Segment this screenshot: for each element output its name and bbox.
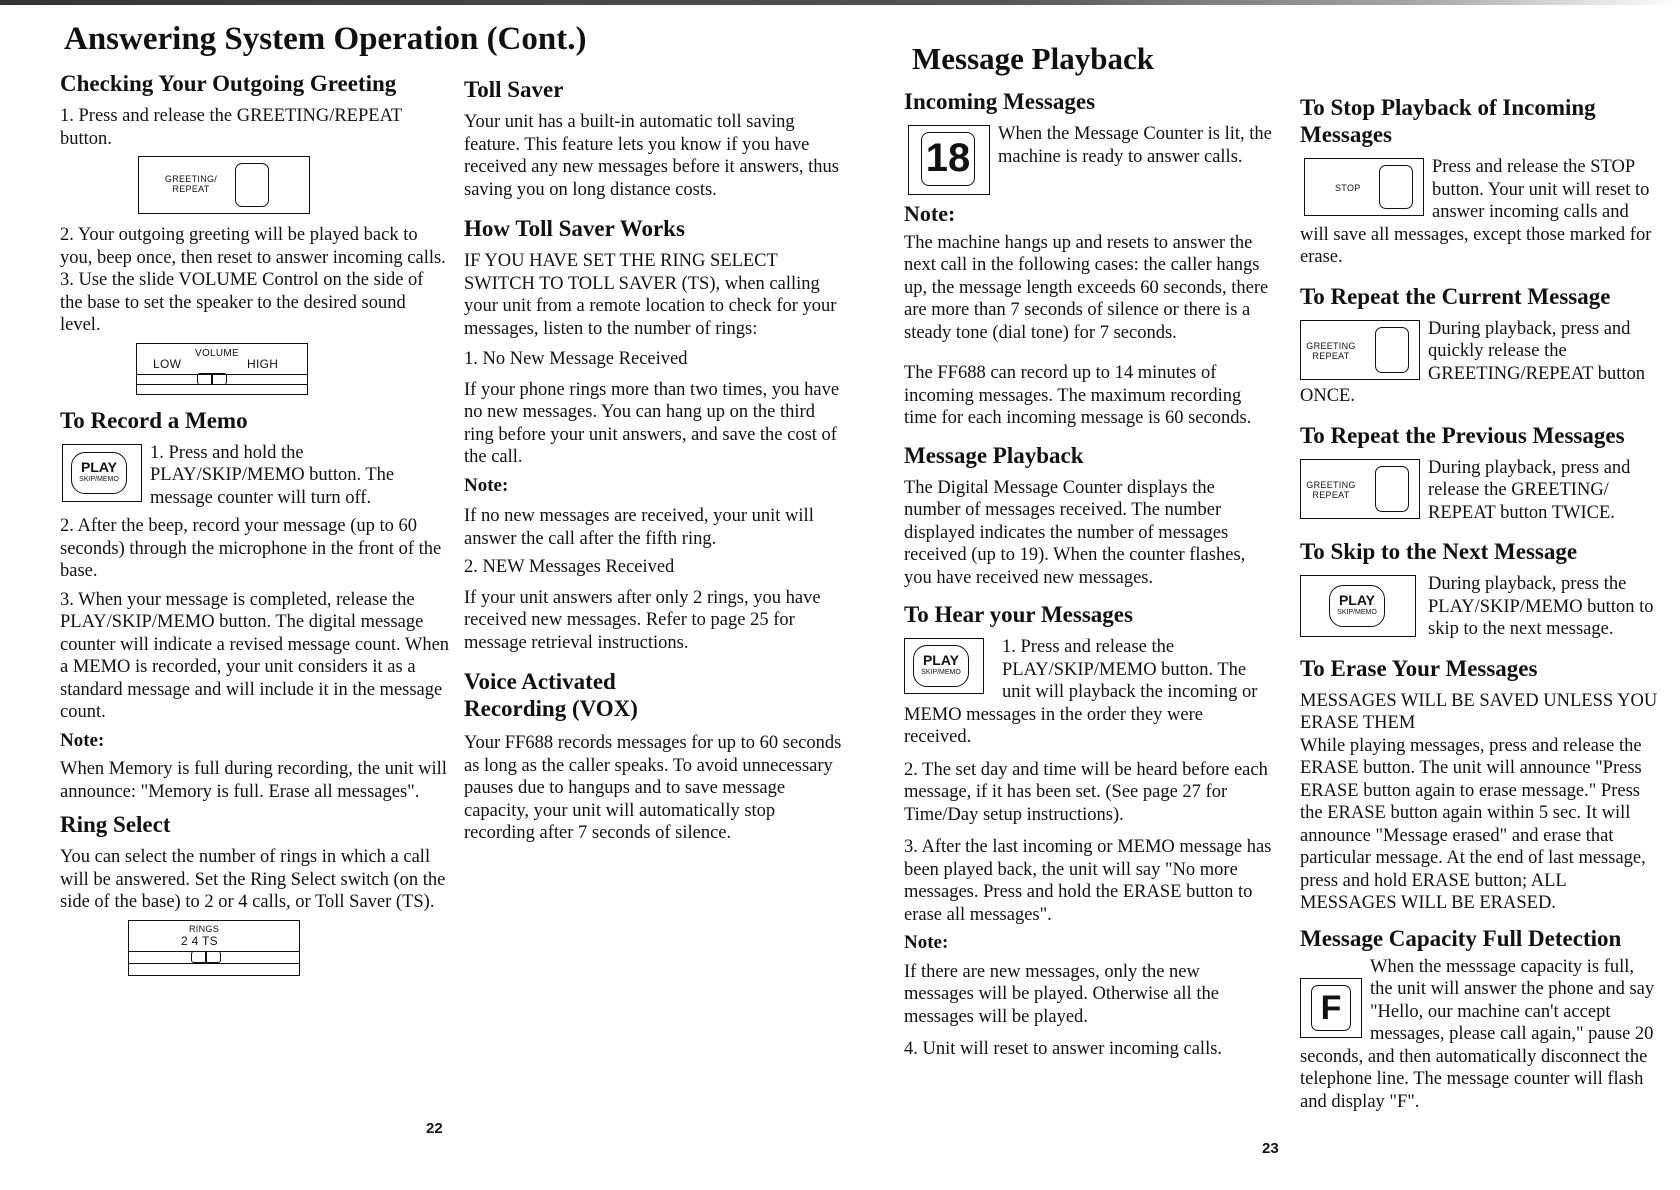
greeting-btn-label-top: GREETING/ <box>164 174 218 184</box>
rings-values: 2 4 TS <box>181 933 218 948</box>
ring-select-text: You can select the number of rings in which a call will be answered. Set the Ring Select switch (on the side of the base) to 2 or 4 calls, or Toll Saver (TS). <box>60 847 446 912</box>
repeat-current-button-diagram <box>1300 320 1420 380</box>
page-title-left: Answering System Operation (Cont.) <box>64 21 587 57</box>
memo-step2: 2. After the beep, record your message (up to 60 seconds) through the microphone in the front of the base. <box>60 516 442 581</box>
how-item1: 1. No New Message Received <box>464 349 688 369</box>
memo-step1: 1. Press and hold the PLAY/SKIP/MEMO button. The message counter will turn off. <box>150 442 395 508</box>
repeat-previous-label-top: GREETING <box>1306 479 1356 490</box>
capacity-counter-diagram <box>1300 978 1362 1038</box>
vox-heading-line2: Recording (VOX) <box>464 696 638 721</box>
greeting-btn-label-bottom: REPEAT <box>172 184 210 194</box>
hear-step4: 4. Unit will reset to answer incoming calls. <box>904 1039 1223 1059</box>
left-column-2 <box>464 76 844 851</box>
erase-heading: To Erase Your Messages <box>1300 655 1538 681</box>
repeat-previous-text: During playback, press and release the GREETING/ REPEAT button TWICE. <box>1428 457 1631 523</box>
repeat-current-label-top: GREETING <box>1306 340 1356 351</box>
incoming-record-text: The FF688 can record up to 14 minutes of incoming messages. The maximum recording time for each incoming message is 60 seconds. <box>904 363 1252 428</box>
how-note-label: Note: <box>464 474 509 496</box>
how-item2: 2. NEW Messages Received <box>464 557 675 577</box>
incoming-note-label: Note: <box>904 201 956 226</box>
greeting-heading: Checking Your Outgoing Greeting <box>60 71 397 96</box>
vox-heading-line1: Voice Activated <box>464 669 616 694</box>
repeat-previous-button-icon <box>1375 466 1409 512</box>
message-counter-diagram <box>908 125 990 195</box>
hear-heading: To Hear your Messages <box>904 602 1133 627</box>
capacity-counter-display-icon: F <box>1320 988 1342 1027</box>
repeat-current-text: During playback, press and quickly release the GREETING/REPEAT button ONCE. <box>1300 318 1646 406</box>
counter-display-icon: 18 <box>925 136 971 180</box>
toll-saver-text: Your unit has a built-in automatic toll saving feature. This feature lets you know if you have received any new messages before it answers, thus saving you on long distance costs. <box>464 112 840 200</box>
page-title-right: Message Playback <box>912 41 1154 76</box>
left-column-1 <box>60 70 450 976</box>
play-button-diagram-hear <box>904 638 984 694</box>
hear-step2: 2. The set day and time will be heard before each message, if it has been set. (See page 27 for Time/Day setup instructions). <box>904 759 1268 825</box>
greeting-step2: 2. Your outgoing greeting will be played back to you, beep once, then reset to answer incoming calls. <box>60 225 446 268</box>
volume-slider-knob-icon <box>197 373 227 385</box>
how-item2-text: If your unit answers after only 2 rings, you have received new messages. Refer to page 25 for message retrieval instructions. <box>464 587 821 653</box>
how-toll-saver-heading: How Toll Saver Works <box>464 216 685 241</box>
rings-slider-knob-icon <box>191 951 221 963</box>
how-note-text: If no new messages are received, your unit will answer the call after the fifth ring. <box>464 506 814 549</box>
memo-step3: 3. When your message is completed, release the PLAY/SKIP/MEMO button. The digital message counter will indicate a revised message count. When a MEMO is recorded, your unit considers it as a standard message and will include it in the message count. <box>60 589 450 722</box>
capacity-heading: Message Capacity Full Detection <box>1300 925 1622 951</box>
repeat-previous-heading: To Repeat the Previous Messages <box>1300 422 1625 448</box>
play-skip-memo-icon-skip: PLAY SKIP/MEMO <box>1329 585 1385 627</box>
play-skip-memo-icon: PLAY SKIP/MEMO <box>71 452 127 494</box>
page-number-right: 23 <box>1262 1140 1279 1157</box>
skip-text: During playback, press the PLAY/SKIP/MEMO button to skip to the next message. <box>1428 574 1654 639</box>
right-column-2 <box>1300 94 1660 1119</box>
incoming-heading: Incoming Messages <box>904 89 1096 114</box>
stop-button-icon <box>1379 165 1413 209</box>
page-number-left: 22 <box>426 1120 443 1137</box>
volume-label: VOLUME <box>195 347 240 359</box>
incoming-note-text: The machine hangs up and resets to answer the next call in the following cases: the caller hangs up, the message length exceeds 60 seconds, there are more than 7 seconds of silence or there is a steady tone (dial tone) for 7 seconds. <box>904 232 1269 343</box>
stop-text: Press and release the STOP button. Your unit will reset to answer incoming calls and will save all messages, except those marked for erase. <box>1300 157 1652 267</box>
skip-heading: To Skip to the Next Message <box>1300 539 1578 564</box>
skip-button-diagram <box>1300 575 1416 637</box>
capacity-text: When the messsage capacity is full, the unit will answer the phone and say "Hello, our machine can't accept messages, please call again," pause 20 seconds, and then automatically disconnect the telephone line. The message counter will flash and display "F". <box>1300 956 1655 1112</box>
stop-btn-label: STOP <box>1335 183 1361 193</box>
repeat-current-label-bottom: REPEAT <box>1312 350 1350 361</box>
volume-low-label: LOW <box>153 356 182 371</box>
scan-edge <box>0 0 1680 5</box>
volume-high-label: HIGH <box>247 356 279 371</box>
hear-step1: 1. Press and release the PLAY/SKIP/MEMO button. The unit will playback the incoming or MEMO messages in the order they were received. <box>904 637 1258 747</box>
play-skip-memo-icon-hear: PLAY SKIP/MEMO <box>913 645 969 687</box>
rings-switch-diagram <box>128 920 300 976</box>
erase-text: While playing messages, press and release the ERASE button. The unit will announce "Press ERASE button again to erase message." Press the ERASE button again within 5 sec. It will announce "Message erased" and erase that particular message. At the end of last message, press and hold ERASE button; ALL MESSAGES WILL BE ERASED. <box>1300 735 1646 913</box>
greeting-step1: 1. Press and release the GREETING/REPEAT button. <box>60 106 402 149</box>
stop-heading: To Stop Playback of Incoming Messages <box>1300 95 1596 147</box>
volume-slider-diagram <box>136 343 308 395</box>
how-item1-text: If your phone rings more than two times, you have no new messages. You can hang up on the third ring before your unit answers, and save the cost of the call. <box>464 379 840 467</box>
erase-caps: MESSAGES WILL BE SAVED UNLESS YOU ERASE THEM <box>1300 690 1658 733</box>
stop-button-diagram <box>1304 158 1424 216</box>
toll-saver-heading: Toll Saver <box>464 77 564 102</box>
greeting-button-icon <box>235 163 269 207</box>
greeting-repeat-button-diagram <box>138 156 310 214</box>
right-column-1 <box>904 88 1272 1067</box>
rings-label: RINGS <box>189 923 220 934</box>
greeting-step3: 3. Use the slide VOLUME Control on the side of the base to set the speaker to the desired sound level. <box>60 270 424 335</box>
repeat-previous-button-diagram <box>1300 459 1420 519</box>
play-button-diagram-memo <box>62 444 142 502</box>
repeat-current-heading: To Repeat the Current Message <box>1300 283 1611 309</box>
ring-select-heading: Ring Select <box>60 812 171 837</box>
vox-text: Your FF688 records messages for up to 60 seconds as long as the caller speaks. To avoid unnecessary pauses due to hangups and to save message capacity, your unit will automatically stop recording after 7 seconds of silence. <box>464 733 842 843</box>
hear-note-text: If there are new messages, only the new messages will be played. Otherwise all the messages will be played. <box>904 961 1219 1027</box>
repeat-current-button-icon <box>1375 327 1409 373</box>
playback-text: The Digital Message Counter displays the number of messages received. The number displayed indicates the number of messages received (up to 19). When the counter flashes, you have received new messages. <box>904 477 1246 588</box>
memo-heading: To Record a Memo <box>60 407 248 433</box>
incoming-text: When the Message Counter is lit, the machine is ready to answer calls. <box>998 124 1272 167</box>
hear-step3: 3. After the last incoming or MEMO message has been played back, the unit will say "No more messages. Press and hold the ERASE button to erase all messages". <box>904 837 1272 925</box>
repeat-previous-label-bottom: REPEAT <box>1312 489 1350 500</box>
memo-note-label: Note: <box>60 729 105 751</box>
how-toll-saver-intro: IF YOU HAVE SET THE RING SELECT SWITCH TO TOLL SAVER (TS), when calling your unit from a remote location to check for your messages, listen to the number of rings: <box>464 251 837 339</box>
hear-note-label: Note: <box>904 932 949 953</box>
memo-note-text: When Memory is full during recording, the unit will announce: "Memory is full. Erase all messages". <box>60 759 447 802</box>
playback-heading: Message Playback <box>904 442 1084 468</box>
